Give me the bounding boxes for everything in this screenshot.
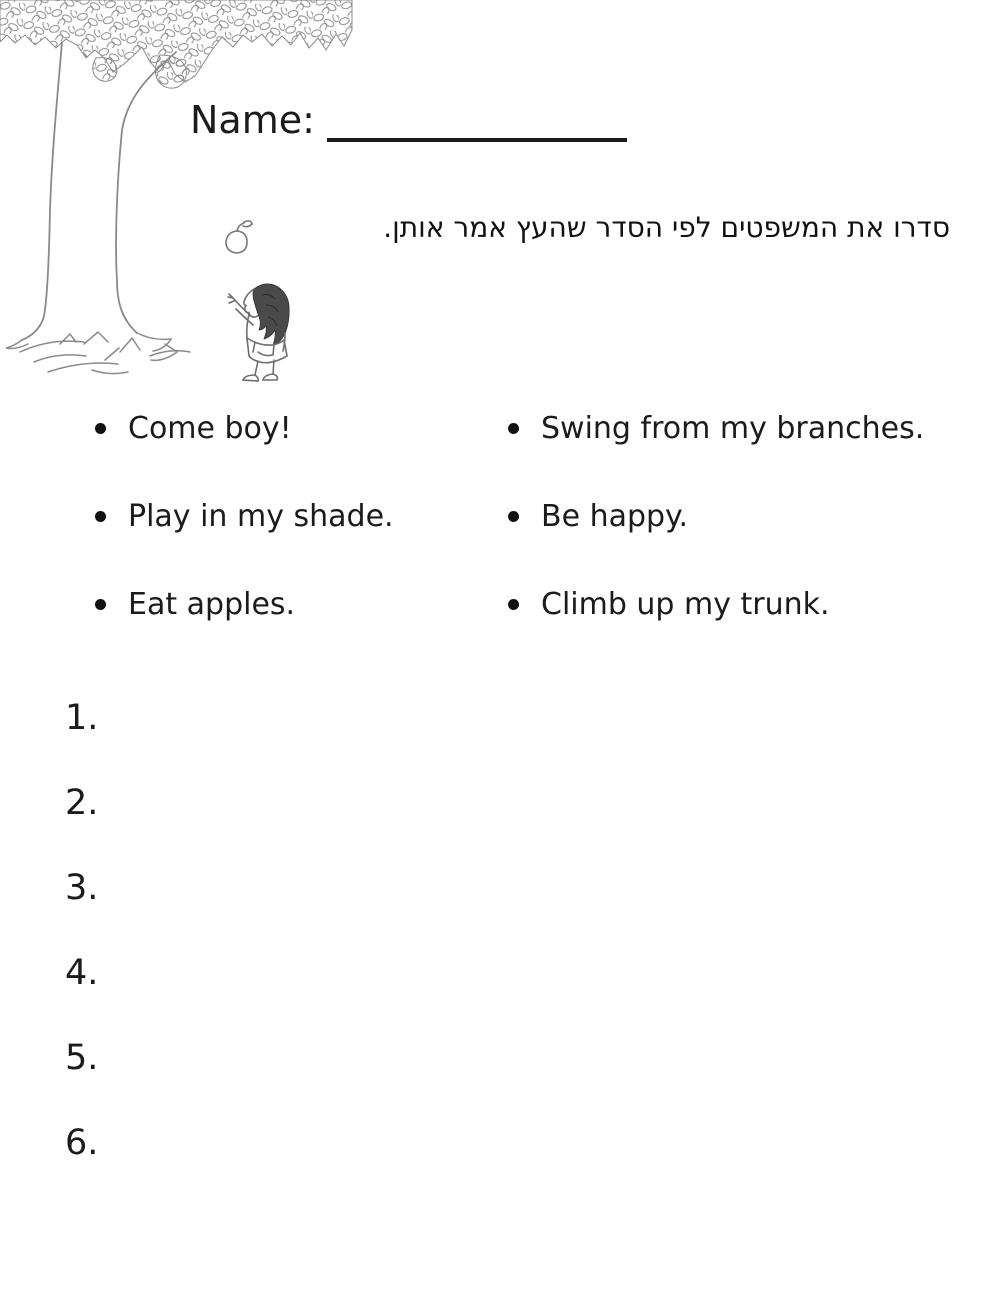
answer-slot-1[interactable] <box>113 697 965 739</box>
answer-number: 4. <box>65 952 99 993</box>
answer-list <box>65 695 965 1205</box>
name-row <box>190 100 627 142</box>
instruction-text-hebrew: סדרו את המשפטים לפי הסדר שהעץ אמר אותן. <box>383 211 950 244</box>
boy-hair <box>253 284 289 345</box>
bullet-icon <box>508 423 519 434</box>
sentence-item <box>508 406 924 450</box>
name-blank-line[interactable] <box>327 100 627 142</box>
answer-row-3 <box>65 865 965 910</box>
answer-slot-4[interactable] <box>113 952 965 994</box>
bullet-icon <box>95 599 106 610</box>
answer-row-2 <box>65 780 965 825</box>
bullet-icon <box>95 423 106 434</box>
sentence-item <box>95 406 394 450</box>
sentence-text: Swing from my branches. <box>541 410 925 446</box>
bullet-icon <box>508 599 519 610</box>
tree-trunk <box>22 42 176 340</box>
answer-number: 1. <box>65 697 99 738</box>
answer-slot-2[interactable] <box>113 782 965 824</box>
sentence-item <box>95 494 394 538</box>
sentence-text: Eat apples. <box>128 586 296 622</box>
sentence-text: Play in my shade. <box>128 498 394 534</box>
sentence-text: Be happy. <box>541 498 689 534</box>
answer-row-1 <box>65 695 965 740</box>
answer-number: 6. <box>65 1122 99 1163</box>
bullet-icon <box>508 511 519 522</box>
answer-slot-6[interactable] <box>113 1122 965 1164</box>
answer-row-5 <box>65 1035 965 1080</box>
answer-number: 2. <box>65 782 99 823</box>
sentence-item <box>508 582 924 626</box>
giving-tree-illustration <box>0 0 360 390</box>
answer-slot-3[interactable] <box>113 867 965 909</box>
boy-figure <box>228 284 289 381</box>
name-label: Name: <box>190 98 315 143</box>
tree-roots-grass <box>6 332 190 374</box>
sentence-item <box>508 494 924 538</box>
sentence-text: Come boy! <box>128 410 292 446</box>
answer-row-4 <box>65 950 965 995</box>
falling-apple-icon <box>226 221 252 253</box>
answer-slot-5[interactable] <box>113 1037 965 1079</box>
answer-number: 3. <box>65 867 99 908</box>
tree-canopy-leaves <box>0 0 352 88</box>
sentence-column-left <box>95 406 394 670</box>
sentence-column-right <box>508 406 924 670</box>
sentence-text: Climb up my trunk. <box>541 586 830 622</box>
bullet-icon <box>95 511 106 522</box>
answer-row-6 <box>65 1120 965 1165</box>
answer-number: 5. <box>65 1037 99 1078</box>
sentence-item <box>95 582 394 626</box>
